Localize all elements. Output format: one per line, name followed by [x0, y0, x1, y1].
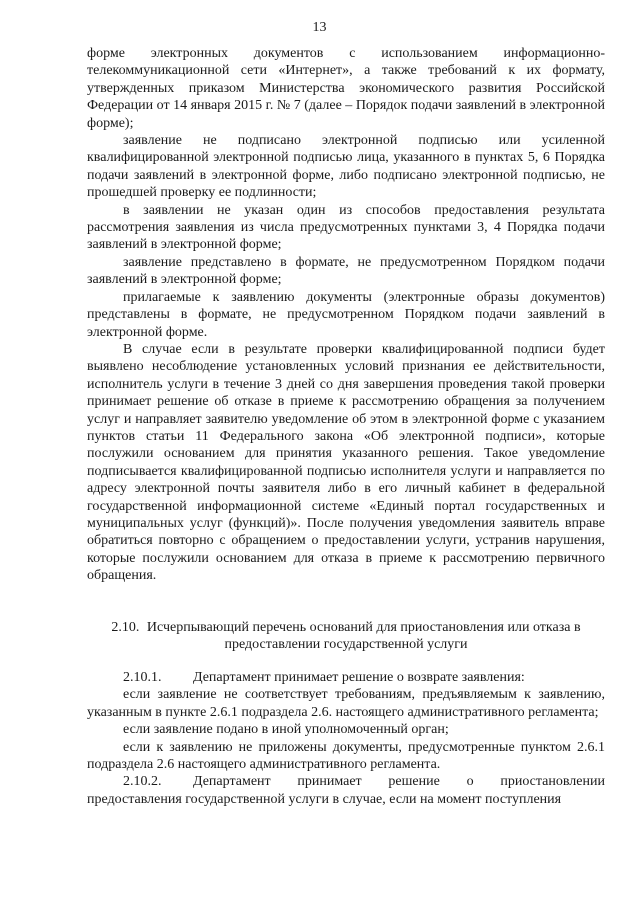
paragraph-unsigned: заявление не подписано электронной подписью или усиленной квалифицированной электронной подписью лица, указанного в пунктах 5, 6 Порядка подачи заявлений в электронной форме, либо подписано электронной подписью, не прошедшей проверку ее подлинности;: [87, 133, 605, 201]
list-item: если к заявлению не приложены документы, предусмотренные пунктом 2.6.1 подраздела 2.6 настоящего административного регламента.: [87, 739, 605, 773]
paragraph-wrong-format: заявление представлено в формате, не предусмотренном Порядком подачи заявлений в электронной форме;: [87, 254, 605, 288]
paragraph-no-method: в заявлении не указан один из способов предоставления результата рассмотрения заявления из числа предусмотренных пунктами 3, 4 Порядка подачи заявлений в электронной форме;: [87, 202, 605, 253]
section-heading: [87, 619, 605, 654]
section-body: [87, 669, 605, 808]
list-item: если заявление не соответствует требованиям, предъявляемым к заявлению, указанным в пункте 2.6.1 подраздела 2.6. настоящего административного регламента;: [87, 687, 605, 720]
body-text: [87, 45, 605, 585]
subsection-2-10-1: [87, 669, 605, 686]
section-heading-text: Исчерпывающий перечень оснований для приостановления или отказа в предоставлении государственной услуги: [146, 620, 581, 653]
paragraph-signature-check: В случае если в результате проверки квалифицированной подписи будет выявлено несоблюдение установленных условий признания ее действительности, исполнитель услуги в течение 3 дней со дня завершения проведения такой проверки принимает решение об отказе в приеме к рассмотрению обращения за получением услуг и направляет заявителю уведомление об этом в электронной форме с указанием пунктов статьи 11 Федерального закона «Об электронной подписи», которые послужили основанием для принятия указанного решения. Такое уведомление подписывается квалифицированной подписью исполнителя услуги и направляется по адресу электронной почты заявителя либо в его личный кабинет в федеральной государственной информационной системе «Единый портал государственных и муниципальных услуг (функций)». После получения уведомления заявитель вправе обратиться повторно с обращением о предоставлении услуги, устранив нарушения, которые послужили основанием для отказа в приеме к рассмотрению первичного обращения.: [87, 341, 605, 584]
section-heading-number: 2.10.: [111, 620, 140, 635]
paragraph-continuation: форме электронных документов с использованием информационно-телекоммуникационной сети «Интернет», а также требований к их формату, утвержденных приказом Министерства экономического развития Российской Федерации от 14 января 2015 г. № 7 (далее – Порядок подачи заявлений в электронной форме);: [87, 46, 605, 131]
subsection-text: Департамент принимает решение о приостановлении предоставления государственной услуги в случае, если на момент поступления: [87, 774, 605, 807]
paragraph-attachments-format: прилагаемые к заявлению документы (электронные образы документов) представлены в формате, не предусмотренном Порядком подачи заявлений в электронной форме.: [87, 289, 605, 340]
subsection-number: 2.10.1.: [123, 670, 162, 685]
subsection-2-10-2: [87, 773, 605, 808]
list-item: если заявление подано в иной уполномоченный орган;: [123, 722, 449, 738]
subsection-text: Департамент принимает решение о возврате заявления:: [193, 670, 525, 685]
page-number: 13: [312, 20, 327, 35]
subsection-number: 2.10.2.: [123, 774, 162, 790]
